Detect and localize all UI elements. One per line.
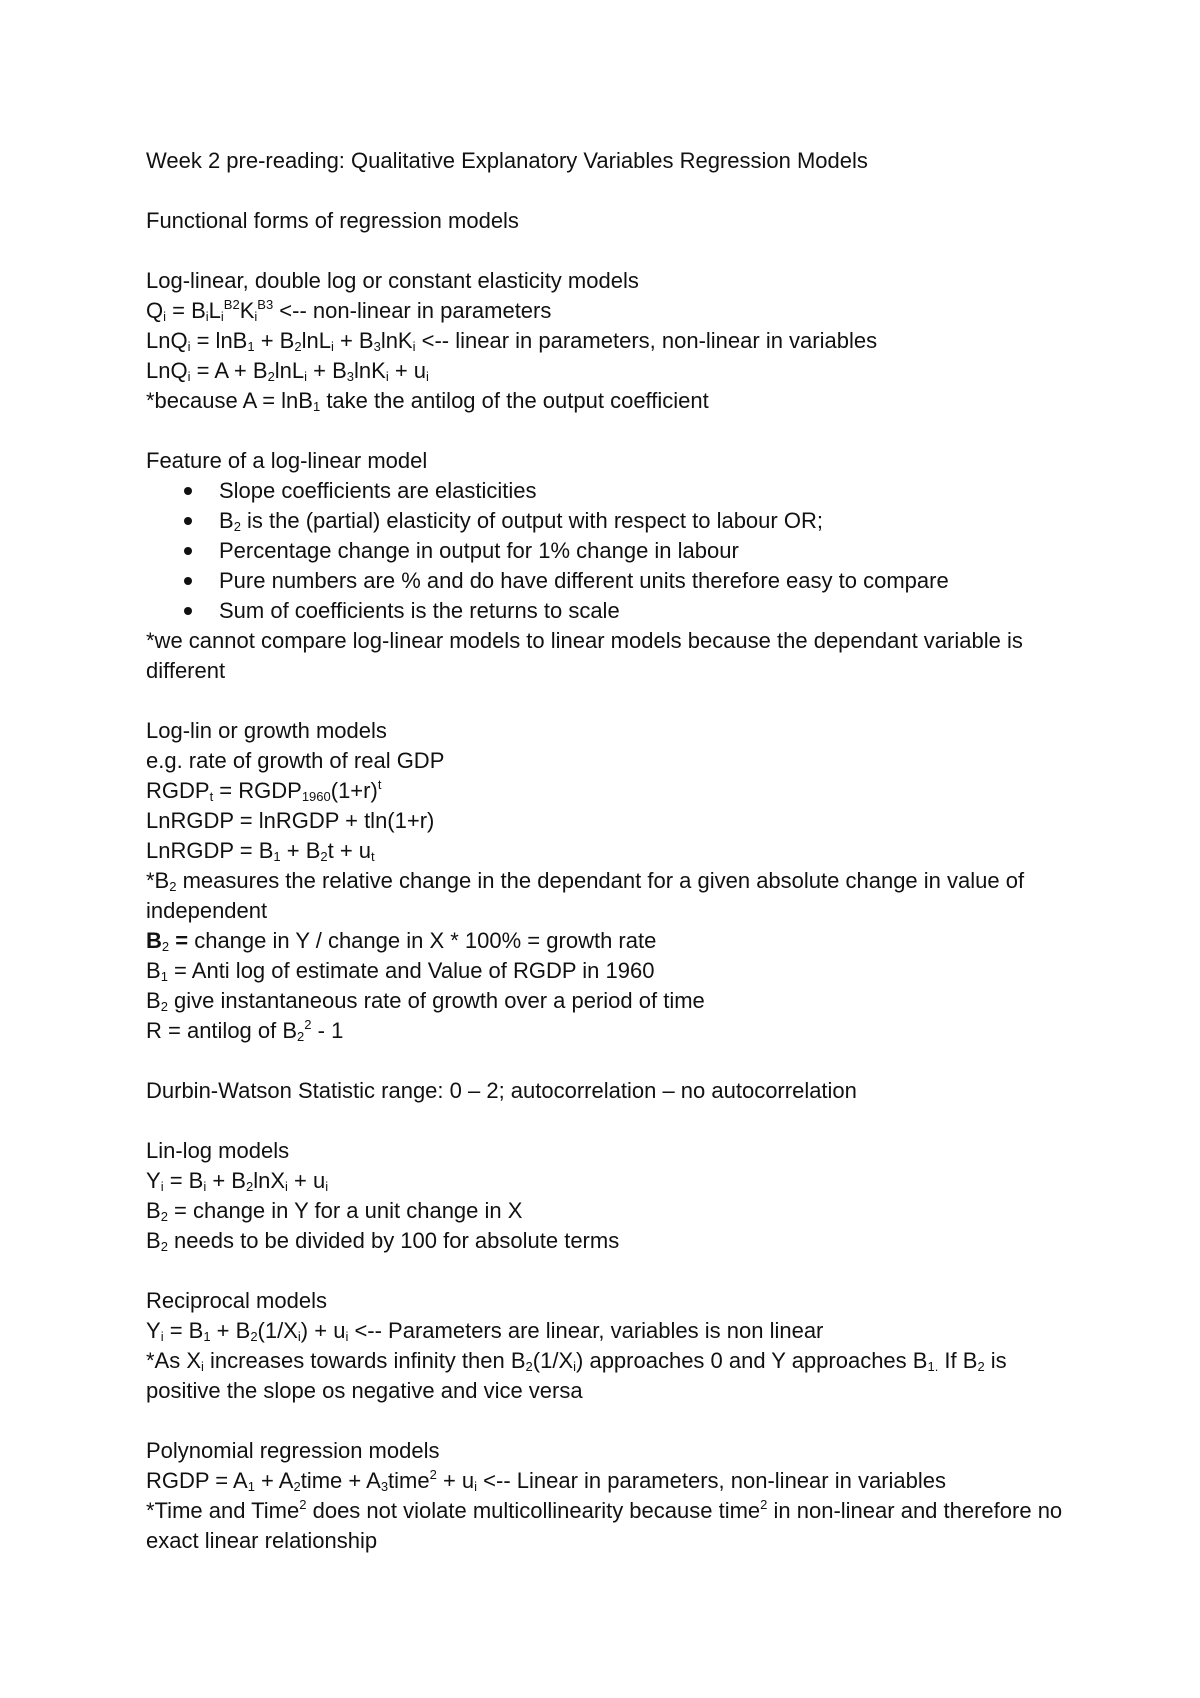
document-page bbox=[146, 146, 1076, 1556]
eq-text: LnQ bbox=[146, 358, 188, 383]
loglin-equation-2: LnRGDP = lnRGDP + tln(1+r) bbox=[146, 808, 435, 833]
features-heading: Feature of a log-linear model bbox=[146, 448, 428, 473]
eq-sub: 2 bbox=[169, 879, 177, 894]
eq-text: RGDP bbox=[146, 778, 210, 803]
eq-sub: 1 bbox=[247, 339, 255, 354]
loglin-equation-1 bbox=[146, 776, 1076, 806]
eq-sup: 2 bbox=[760, 1497, 768, 1512]
list-item bbox=[146, 476, 1076, 506]
durbin-watson-line: Durbin-Watson Statistic range: 0 – 2; autocorrelation – no autocorrelation bbox=[146, 1078, 857, 1103]
linlog-line-1 bbox=[146, 1196, 1076, 1226]
eq-text: = A + B bbox=[190, 358, 268, 383]
eq-sub: i bbox=[385, 369, 389, 384]
eq-text: = RGDP bbox=[213, 778, 302, 803]
eq-sub: i bbox=[325, 1179, 329, 1194]
eq-text: + B bbox=[210, 1318, 251, 1343]
eq-sub: 2 bbox=[161, 939, 170, 954]
eq-sub: 2 bbox=[160, 1209, 168, 1224]
bullet-icon bbox=[184, 547, 192, 555]
features-list bbox=[146, 476, 1076, 626]
spacer bbox=[146, 1046, 1076, 1076]
eq-sub: 1 bbox=[203, 1329, 211, 1344]
loglin-b2-growth bbox=[146, 986, 1076, 1016]
spacer bbox=[146, 1406, 1076, 1436]
list-item-text: Pure numbers are % and do have different units therefore easy to compare bbox=[219, 568, 949, 593]
eq-text: + B bbox=[307, 358, 347, 383]
linlog-line-2 bbox=[146, 1226, 1076, 1256]
eq-sub: 1 bbox=[247, 1479, 255, 1494]
bullet-icon bbox=[184, 577, 192, 585]
eq-text: <-- Parameters are linear, variables is non linear bbox=[348, 1318, 824, 1343]
eq-sub: t bbox=[209, 789, 214, 804]
eq-text: (1+r) bbox=[330, 778, 378, 803]
eq-sup: 2 bbox=[304, 1017, 312, 1032]
eq-text: LnQ bbox=[146, 328, 188, 353]
spacer bbox=[146, 1256, 1076, 1286]
eq-sub: 2 bbox=[294, 339, 302, 354]
eq-text: <-- linear in parameters, non-linear in variables bbox=[415, 328, 878, 353]
eq-text: <-- Linear in parameters, non-linear in variables bbox=[477, 1468, 946, 1493]
list-item-text: is the (partial) elasticity of output with respect to labour OR; bbox=[240, 508, 823, 533]
eq-text: = B bbox=[166, 298, 206, 323]
eq-sub: 2 bbox=[245, 1179, 254, 1194]
eq-sub: 1 bbox=[160, 969, 168, 984]
linlog-heading: Lin-log models bbox=[146, 1138, 290, 1163]
eq-sub: 2 bbox=[233, 519, 241, 534]
loglinear-equation-2 bbox=[146, 326, 1076, 356]
loglin-equation-3 bbox=[146, 836, 1076, 866]
eq-text: t + u bbox=[327, 838, 372, 863]
eq-text: RGDP = A bbox=[146, 1468, 248, 1493]
bullet-icon bbox=[184, 607, 192, 615]
note-text: is positive the slope os negative and vice versa bbox=[146, 1348, 1007, 1403]
eq-sub: i bbox=[163, 309, 167, 324]
eq-sup: B3 bbox=[257, 297, 274, 312]
eq-sub: i bbox=[330, 339, 334, 354]
eq-sub: i bbox=[205, 309, 209, 324]
section-heading: Functional forms of regression models bbox=[146, 208, 519, 233]
eq-sub: 2 bbox=[320, 849, 328, 864]
eq-sub: 1 bbox=[273, 849, 281, 864]
eq-sup: B2 bbox=[223, 297, 240, 312]
eq-sup: t bbox=[377, 777, 382, 792]
eq-text: time + A bbox=[300, 1468, 381, 1493]
eq-sub: 2 bbox=[160, 1239, 168, 1254]
eq-text: B bbox=[146, 928, 162, 953]
eq-sub: t bbox=[371, 849, 375, 864]
eq-sup: 2 bbox=[429, 1467, 437, 1482]
eq-sub: 1 bbox=[312, 399, 321, 414]
list-item-text: Percentage change in output for 1% change in labour bbox=[219, 538, 739, 563]
eq-text: B bbox=[146, 1198, 161, 1223]
eq-text: time bbox=[388, 1468, 430, 1493]
eq-sup: 2 bbox=[299, 1497, 307, 1512]
eq-sub: i bbox=[285, 1179, 288, 1194]
reciprocal-heading: Reciprocal models bbox=[146, 1288, 327, 1313]
reciprocal-note bbox=[146, 1346, 1076, 1406]
note-text: *because A = lnB bbox=[146, 388, 313, 413]
eq-sub: 2 bbox=[525, 1359, 533, 1374]
loglin-b2-definition bbox=[146, 926, 1076, 956]
eq-sub: i bbox=[187, 339, 191, 354]
linlog-equation bbox=[146, 1166, 1076, 1196]
eq-sub: i bbox=[345, 1329, 349, 1344]
note-text: *Time and Time bbox=[146, 1498, 300, 1523]
eq-text: = Anti log of estimate and Value of RGDP in 1960 bbox=[167, 958, 655, 983]
eq-text: + u bbox=[388, 358, 427, 383]
eq-text: + u bbox=[436, 1468, 475, 1493]
eq-sub: 2 bbox=[267, 369, 275, 384]
eq-text: L bbox=[208, 298, 221, 323]
eq-text: R = antilog of B bbox=[146, 1018, 298, 1043]
eq-text: needs to be divided by 100 for absolute terms bbox=[167, 1228, 620, 1253]
eq-text: lnX bbox=[253, 1168, 285, 1193]
eq-sub: 3 bbox=[373, 339, 381, 354]
eq-text: + B bbox=[254, 328, 295, 353]
eq-text: + A bbox=[254, 1468, 294, 1493]
note-text: measures the relative change in the dependant for a given absolute change in value of independent bbox=[146, 868, 1025, 923]
polynomial-equation bbox=[146, 1466, 1076, 1496]
list-item bbox=[146, 536, 1076, 566]
spacer bbox=[146, 236, 1076, 266]
eq-text: lnL bbox=[274, 358, 305, 383]
eq-text: Q bbox=[146, 298, 164, 323]
polynomial-note bbox=[146, 1496, 1076, 1556]
loglin-example: e.g. rate of growth of real GDP bbox=[146, 748, 445, 773]
eq-text: + u bbox=[287, 1168, 326, 1193]
eq-sub: 2 bbox=[160, 999, 168, 1014]
eq-sub: i bbox=[474, 1479, 478, 1494]
spacer bbox=[146, 686, 1076, 716]
eq-sub: i bbox=[573, 1359, 577, 1374]
eq-sub: i bbox=[220, 309, 224, 324]
reciprocal-equation bbox=[146, 1316, 1076, 1346]
loglin-heading: Log-lin or growth models bbox=[146, 718, 387, 743]
eq-text: Y bbox=[146, 1318, 161, 1343]
eq-text: = lnB bbox=[190, 328, 248, 353]
eq-text: <-- non-linear in parameters bbox=[273, 298, 552, 323]
eq-text: Y bbox=[146, 1168, 161, 1193]
eq-sub: 2 bbox=[977, 1359, 985, 1374]
note-text: (1/X bbox=[532, 1348, 574, 1373]
list-item bbox=[146, 566, 1076, 596]
spacer bbox=[146, 1106, 1076, 1136]
eq-text: B bbox=[146, 988, 161, 1013]
loglinear-note bbox=[146, 386, 1076, 416]
eq-text: = change in Y for a unit change in X bbox=[167, 1198, 523, 1223]
eq-text: + B bbox=[333, 328, 374, 353]
list-item bbox=[146, 596, 1076, 626]
eq-text: B bbox=[146, 958, 161, 983]
eq-sub: 3 bbox=[346, 369, 355, 384]
note-text: take the antilog of the output coefficient bbox=[320, 388, 709, 413]
eq-sub: i bbox=[297, 1329, 301, 1344]
note-text: increases towards infinity then B bbox=[203, 1348, 526, 1373]
eq-sub: 1960 bbox=[301, 789, 331, 804]
eq-sub: i bbox=[187, 369, 191, 384]
loglin-b1-definition bbox=[146, 956, 1076, 986]
eq-text: (1/X bbox=[257, 1318, 298, 1343]
note-text: ) approaches 0 and Y approaches B bbox=[576, 1348, 928, 1373]
features-note: *we cannot compare log-linear models to linear models because the dependant variable is different bbox=[146, 628, 1023, 683]
eq-sub: 1. bbox=[927, 1359, 939, 1374]
eq-text: give instantaneous rate of growth over a period of time bbox=[167, 988, 705, 1013]
eq-sub: i bbox=[412, 339, 416, 354]
eq-sub: i bbox=[160, 1329, 164, 1344]
eq-text: change in Y / change in X * 100% = growth rate bbox=[194, 928, 657, 953]
list-item-text: Slope coefficients are elasticities bbox=[219, 478, 537, 503]
eq-sub: i bbox=[160, 1179, 164, 1194]
loglinear-heading: Log-linear, double log or constant elasticity models bbox=[146, 268, 639, 293]
eq-text: lnK bbox=[354, 358, 386, 383]
note-text: If B bbox=[938, 1348, 978, 1373]
note-text: *As X bbox=[146, 1348, 202, 1373]
eq-sub: i bbox=[304, 369, 308, 384]
eq-sub: i bbox=[201, 1359, 204, 1374]
eq-text: LnRGDP = B bbox=[146, 838, 274, 863]
eq-text: ) + u bbox=[300, 1318, 346, 1343]
note-text: in non-linear and therefore no exact linear relationship bbox=[146, 1498, 1063, 1553]
spacer bbox=[146, 416, 1076, 446]
bullet-icon bbox=[184, 487, 192, 495]
eq-sub: i bbox=[426, 369, 429, 384]
loglin-r-definition bbox=[146, 1016, 1076, 1046]
eq-sub: 2 bbox=[293, 1479, 301, 1494]
spacer bbox=[146, 176, 1076, 206]
list-item bbox=[146, 506, 1076, 536]
eq-text: K bbox=[239, 298, 255, 323]
eq-sub: i bbox=[254, 309, 258, 324]
note-text: does not violate multicollinearity because time bbox=[306, 1498, 761, 1523]
eq-text: - 1 bbox=[311, 1018, 344, 1043]
eq-sub: 3 bbox=[380, 1479, 389, 1494]
eq-text: + B bbox=[280, 838, 321, 863]
eq-sub: 2 bbox=[250, 1329, 258, 1344]
eq-text: lnK bbox=[380, 328, 413, 353]
loglinear-equation-1 bbox=[146, 296, 1076, 326]
eq-text: B bbox=[146, 1228, 161, 1253]
list-item-text: B bbox=[219, 508, 234, 533]
eq-text: = B bbox=[163, 1168, 204, 1193]
eq-sub: i bbox=[203, 1179, 207, 1194]
bullet-icon bbox=[184, 517, 192, 525]
eq-text: + B bbox=[206, 1168, 246, 1193]
loglin-note bbox=[146, 866, 1076, 926]
loglinear-equation-3 bbox=[146, 356, 1076, 386]
note-text: *B bbox=[146, 868, 170, 893]
list-item-text: Sum of coefficients is the returns to scale bbox=[219, 598, 620, 623]
eq-text: = bbox=[169, 928, 195, 953]
polynomial-heading: Polynomial regression models bbox=[146, 1438, 440, 1463]
eq-text: = B bbox=[163, 1318, 204, 1343]
eq-text: lnL bbox=[301, 328, 331, 353]
document-title: Week 2 pre-reading: Qualitative Explanatory Variables Regression Models bbox=[146, 148, 868, 173]
eq-sub: 2 bbox=[297, 1029, 305, 1044]
